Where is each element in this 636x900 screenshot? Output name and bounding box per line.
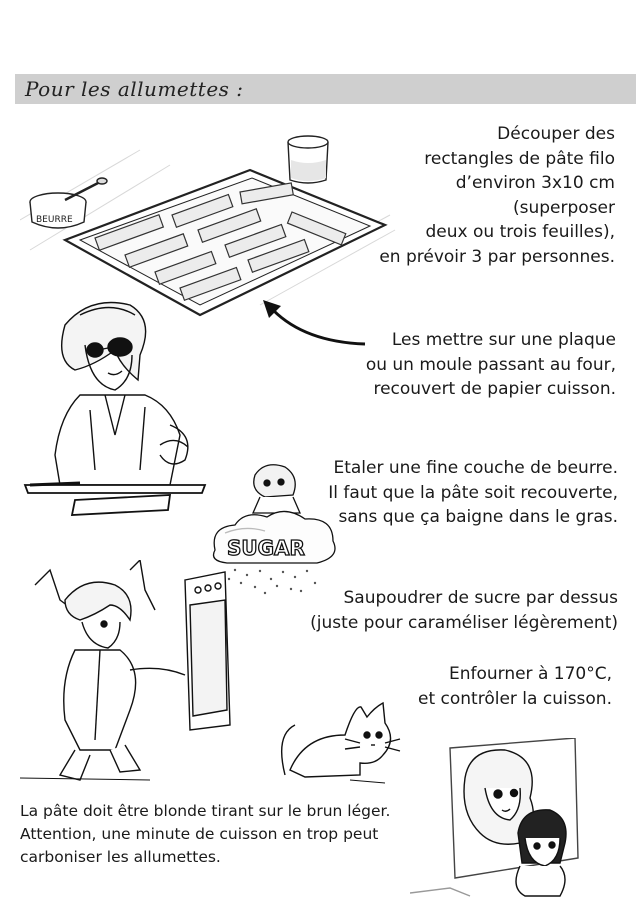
step-line: et contrôler la cuisson. <box>418 688 612 709</box>
step-line: (superposer <box>513 197 615 218</box>
step-line: Etaler une fine couche de beurre. <box>333 458 618 478</box>
step-line: deux ou trois feuilles), <box>425 222 615 242</box>
oven-character-illustration <box>20 560 240 785</box>
butter-label: BEURRE <box>36 215 73 225</box>
cat-illustration <box>265 695 405 790</box>
sugar-sprinkles <box>228 569 316 594</box>
step-line: Les mettre sur une plaque <box>391 330 616 350</box>
step-line: Saupoudrer de sucre par dessus <box>343 588 618 608</box>
sugar-label: SUGAR <box>227 536 305 560</box>
step-cut-filo <box>379 122 615 269</box>
step-line: rectangles de pâte filo <box>424 148 615 169</box>
step-sprinkle-sugar <box>310 586 618 635</box>
note-line: Attention, une minute de cuisson en trop peut <box>20 825 379 843</box>
step-line: sans que ça baigne dans le gras. <box>338 507 618 527</box>
step-line: Enfourner à 170°C, <box>448 664 612 684</box>
step-line: ou un moule passant au four, <box>365 354 616 375</box>
step-line: d’environ 3x10 cm <box>455 173 615 193</box>
step-line: recouvert de papier cuisson. <box>373 379 616 399</box>
step-line: (juste pour caraméliser légèrement) <box>310 612 618 633</box>
section-banner <box>15 74 636 104</box>
note-line: carboniser les allumettes. <box>20 848 221 866</box>
characters-illustration <box>410 738 585 898</box>
step-line: en prévoir 3 par personnes. <box>379 246 615 267</box>
step-place-on-tray <box>366 328 616 402</box>
note-line: La pâte doit être blonde tirant sur le brun léger. <box>20 802 391 820</box>
cooking-note <box>20 800 390 869</box>
step-line: Il faut que la pâte soit recouverte, <box>328 482 618 503</box>
step-bake <box>418 662 612 711</box>
step-line: Découper des <box>497 124 615 144</box>
section-title: Pour les allumettes : <box>25 77 244 101</box>
step-spread-butter <box>328 456 618 530</box>
arrow-illustration <box>255 292 370 352</box>
sugar-glass <box>288 136 328 183</box>
